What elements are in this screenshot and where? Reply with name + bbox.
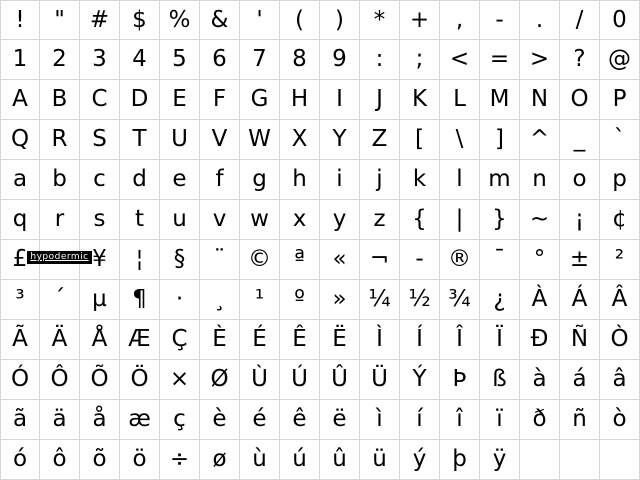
- glyph-cell: ð: [520, 400, 560, 440]
- glyph-cell: å: [80, 400, 120, 440]
- glyph-cell: .: [520, 0, 560, 40]
- glyph-cell: w: [240, 200, 280, 240]
- glyph-cell: +: [400, 0, 440, 40]
- glyph-cell: Â: [600, 280, 640, 320]
- glyph-cell: M: [480, 80, 520, 120]
- glyph-cell: H: [280, 80, 320, 120]
- glyph-cell: v: [200, 200, 240, 240]
- glyph-cell: Ë: [320, 320, 360, 360]
- font-name-box: hypodermic: [27, 251, 91, 264]
- glyph-cell: ©: [240, 240, 280, 280]
- glyph-cell: á: [560, 360, 600, 400]
- glyph-cell: `: [600, 120, 640, 160]
- glyph-cell: ^: [520, 120, 560, 160]
- glyph-cell: ö: [120, 440, 160, 480]
- glyph-cell: ?: [560, 40, 600, 80]
- glyph-cell: ø: [200, 440, 240, 480]
- glyph-cell: 1: [0, 40, 40, 80]
- glyph-cell: ': [240, 0, 280, 40]
- glyph-cell: Í: [400, 320, 440, 360]
- glyph-cell: B: [40, 80, 80, 120]
- glyph-cell: ±: [560, 240, 600, 280]
- glyph-cell: O: [560, 80, 600, 120]
- glyph-cell: c: [80, 160, 120, 200]
- glyph-cell: Ì: [360, 320, 400, 360]
- glyph-cell: à: [520, 360, 560, 400]
- glyph-cell: {: [400, 200, 440, 240]
- glyph-cell: »: [320, 280, 360, 320]
- glyph-cell: h: [280, 160, 320, 200]
- glyph-cell: ü: [360, 440, 400, 480]
- glyph-cell: þ: [440, 440, 480, 480]
- glyph-cell: P: [600, 80, 640, 120]
- glyph-cell: Ä: [40, 320, 80, 360]
- glyph-cell: R: [40, 120, 80, 160]
- glyph-cell: ¼: [360, 280, 400, 320]
- glyph-cell: ê: [280, 400, 320, 440]
- glyph-cell: À: [520, 280, 560, 320]
- glyph-cell: Ø: [200, 360, 240, 400]
- glyph-cell: §: [160, 240, 200, 280]
- glyph-cell: ,: [440, 0, 480, 40]
- glyph-cell: æ: [120, 400, 160, 440]
- glyph-cell: W: [240, 120, 280, 160]
- glyph-cell: ò: [600, 400, 640, 440]
- glyph-cell: ô: [40, 440, 80, 480]
- glyph-cell: µ: [80, 280, 120, 320]
- glyph-cell: ¿: [480, 280, 520, 320]
- glyph-cell: ®: [440, 240, 480, 280]
- glyph-cell: ;: [400, 40, 440, 80]
- glyph-cell: è: [200, 400, 240, 440]
- glyph-cell: ": [40, 0, 80, 40]
- glyph-cell: Ý: [400, 360, 440, 400]
- glyph-cell: K: [400, 80, 440, 120]
- empty-cell: [520, 440, 560, 480]
- glyph-cell: Y: [320, 120, 360, 160]
- glyph-cell: ¢: [600, 200, 640, 240]
- glyph-cell: ¦: [120, 240, 160, 280]
- glyph-cell: õ: [80, 440, 120, 480]
- glyph-cell: G: [240, 80, 280, 120]
- glyph-cell: [: [400, 120, 440, 160]
- glyph-cell: Ó: [0, 360, 40, 400]
- glyph-cell: ä: [40, 400, 80, 440]
- glyph-cell: ¥: [80, 240, 120, 280]
- glyph-cell: :: [360, 40, 400, 80]
- glyph-cell: £: [0, 240, 40, 280]
- glyph-cell: g: [240, 160, 280, 200]
- glyph-cell: C: [80, 80, 120, 120]
- glyph-cell: ½: [400, 280, 440, 320]
- glyph-cell: Ü: [360, 360, 400, 400]
- glyph-cell: _: [560, 120, 600, 160]
- glyph-cell: o: [560, 160, 600, 200]
- glyph-cell: Ö: [120, 360, 160, 400]
- glyph-cell: *: [360, 0, 400, 40]
- glyph-cell: ³: [0, 280, 40, 320]
- glyph-cell: Þ: [440, 360, 480, 400]
- glyph-cell: !: [0, 0, 40, 40]
- glyph-cell: X: [280, 120, 320, 160]
- glyph-cell: n: [520, 160, 560, 200]
- glyph-cell: |: [440, 200, 480, 240]
- glyph-cell: é: [240, 400, 280, 440]
- glyph-cell: ¸: [200, 280, 240, 320]
- glyph-cell: d: [120, 160, 160, 200]
- glyph-cell: 8: [280, 40, 320, 80]
- glyph-cell: í: [400, 400, 440, 440]
- glyph-cell: 4: [120, 40, 160, 80]
- glyph-cell: °: [520, 240, 560, 280]
- glyph-cell: ¹: [240, 280, 280, 320]
- glyph-cell: 6: [200, 40, 240, 80]
- glyph-cell: û: [320, 440, 360, 480]
- glyph-cell: ¯: [480, 240, 520, 280]
- glyph-cell: u: [160, 200, 200, 240]
- glyph-cell: Ð: [520, 320, 560, 360]
- glyph-cell: f: [200, 160, 240, 200]
- glyph-cell: ×: [160, 360, 200, 400]
- glyph-cell: \: [440, 120, 480, 160]
- glyph-cell: $: [120, 0, 160, 40]
- glyph-cell: ª: [280, 240, 320, 280]
- glyph-cell: 3: [80, 40, 120, 80]
- glyph-cell: #: [80, 0, 120, 40]
- glyph-cell: 9: [320, 40, 360, 80]
- glyph-cell: N: [520, 80, 560, 120]
- glyph-cell: 5: [160, 40, 200, 80]
- glyph-cell: ): [320, 0, 360, 40]
- glyph-cell: Î: [440, 320, 480, 360]
- glyph-cell: -: [400, 240, 440, 280]
- glyph-cell: Û: [320, 360, 360, 400]
- glyph-cell: ñ: [560, 400, 600, 440]
- glyph-cell: <: [440, 40, 480, 80]
- glyph-cell: Ê: [280, 320, 320, 360]
- glyph-cell: ¾: [440, 280, 480, 320]
- glyph-cell: k: [400, 160, 440, 200]
- glyph-cell: Ç: [160, 320, 200, 360]
- glyph-cell: m: [480, 160, 520, 200]
- glyph-cell: ¶: [120, 280, 160, 320]
- glyph-cell: 0: [600, 0, 640, 40]
- glyph-cell: Ú: [280, 360, 320, 400]
- glyph-cell: ÷: [160, 440, 200, 480]
- glyph-cell: ú: [280, 440, 320, 480]
- glyph-cell: A: [0, 80, 40, 120]
- glyph-cell: >: [520, 40, 560, 80]
- glyph-cell: Q: [0, 120, 40, 160]
- glyph-cell: t: [120, 200, 160, 240]
- glyph-cell: Ï: [480, 320, 520, 360]
- glyph-cell: I: [320, 80, 360, 120]
- glyph-cell: ]: [480, 120, 520, 160]
- glyph-cell: Á: [560, 280, 600, 320]
- glyph-cell: Æ: [120, 320, 160, 360]
- glyph-cell: Ô: [40, 360, 80, 400]
- glyph-cell: ç: [160, 400, 200, 440]
- glyph-cell: ÿ: [480, 440, 520, 480]
- glyph-cell: É: [240, 320, 280, 360]
- glyph-cell: J: [360, 80, 400, 120]
- glyph-cell: ã: [0, 400, 40, 440]
- glyph-cell: j: [360, 160, 400, 200]
- glyph-cell: ¡: [560, 200, 600, 240]
- glyph-cell: ·: [160, 280, 200, 320]
- glyph-cell: z: [360, 200, 400, 240]
- glyph-cell: ï: [480, 400, 520, 440]
- glyph-cell: Ù: [240, 360, 280, 400]
- glyph-cell: a: [0, 160, 40, 200]
- glyph-cell: È: [200, 320, 240, 360]
- empty-cell: [560, 440, 600, 480]
- glyph-cell: /: [560, 0, 600, 40]
- glyph-cell: Ñ: [560, 320, 600, 360]
- glyph-cell: y: [320, 200, 360, 240]
- glyph-cell: S: [80, 120, 120, 160]
- glyph-cell: x: [280, 200, 320, 240]
- glyph-cell: @: [600, 40, 640, 80]
- glyph-cell: &: [200, 0, 240, 40]
- glyph-cell: e: [160, 160, 200, 200]
- glyph-cell: V: [200, 120, 240, 160]
- glyph-cell: r: [40, 200, 80, 240]
- glyph-cell: q: [0, 200, 40, 240]
- glyph-cell: ß: [480, 360, 520, 400]
- glyph-cell: ²: [600, 240, 640, 280]
- glyph-cell: «: [320, 240, 360, 280]
- glyph-cell: F: [200, 80, 240, 120]
- currency-slot-cell: [30, 240, 89, 280]
- glyph-cell: Ã: [0, 320, 40, 360]
- glyph-cell: s: [80, 200, 120, 240]
- glyph-cell: T: [120, 120, 160, 160]
- glyph-cell: Ò: [600, 320, 640, 360]
- glyph-cell: L: [440, 80, 480, 120]
- glyph-cell: 2: [40, 40, 80, 80]
- glyph-cell: U: [160, 120, 200, 160]
- glyph-cell: %: [160, 0, 200, 40]
- glyph-cell: ë: [320, 400, 360, 440]
- glyph-cell: l: [440, 160, 480, 200]
- glyph-cell: (: [280, 0, 320, 40]
- glyph-cell: E: [160, 80, 200, 120]
- glyph-cell: b: [40, 160, 80, 200]
- glyph-cell: i: [320, 160, 360, 200]
- glyph-cell: ý: [400, 440, 440, 480]
- glyph-cell: }: [480, 200, 520, 240]
- glyph-cell: â: [600, 360, 640, 400]
- glyph-cell: Z: [360, 120, 400, 160]
- glyph-cell: Å: [80, 320, 120, 360]
- glyph-cell: ó: [0, 440, 40, 480]
- glyph-cell: D: [120, 80, 160, 120]
- glyph-cell: î: [440, 400, 480, 440]
- glyph-cell: =: [480, 40, 520, 80]
- glyph-cell: ¨: [200, 240, 240, 280]
- glyph-cell: Õ: [80, 360, 120, 400]
- glyph-cell: º: [280, 280, 320, 320]
- glyph-cell: p: [600, 160, 640, 200]
- glyph-cell: -: [480, 0, 520, 40]
- glyph-cell: 7: [240, 40, 280, 80]
- glyph-cell: ì: [360, 400, 400, 440]
- empty-cell: [600, 440, 640, 480]
- glyph-cell: ´: [40, 280, 80, 320]
- glyph-cell: ¬: [360, 240, 400, 280]
- glyph-cell: ~: [520, 200, 560, 240]
- glyph-cell: ù: [240, 440, 280, 480]
